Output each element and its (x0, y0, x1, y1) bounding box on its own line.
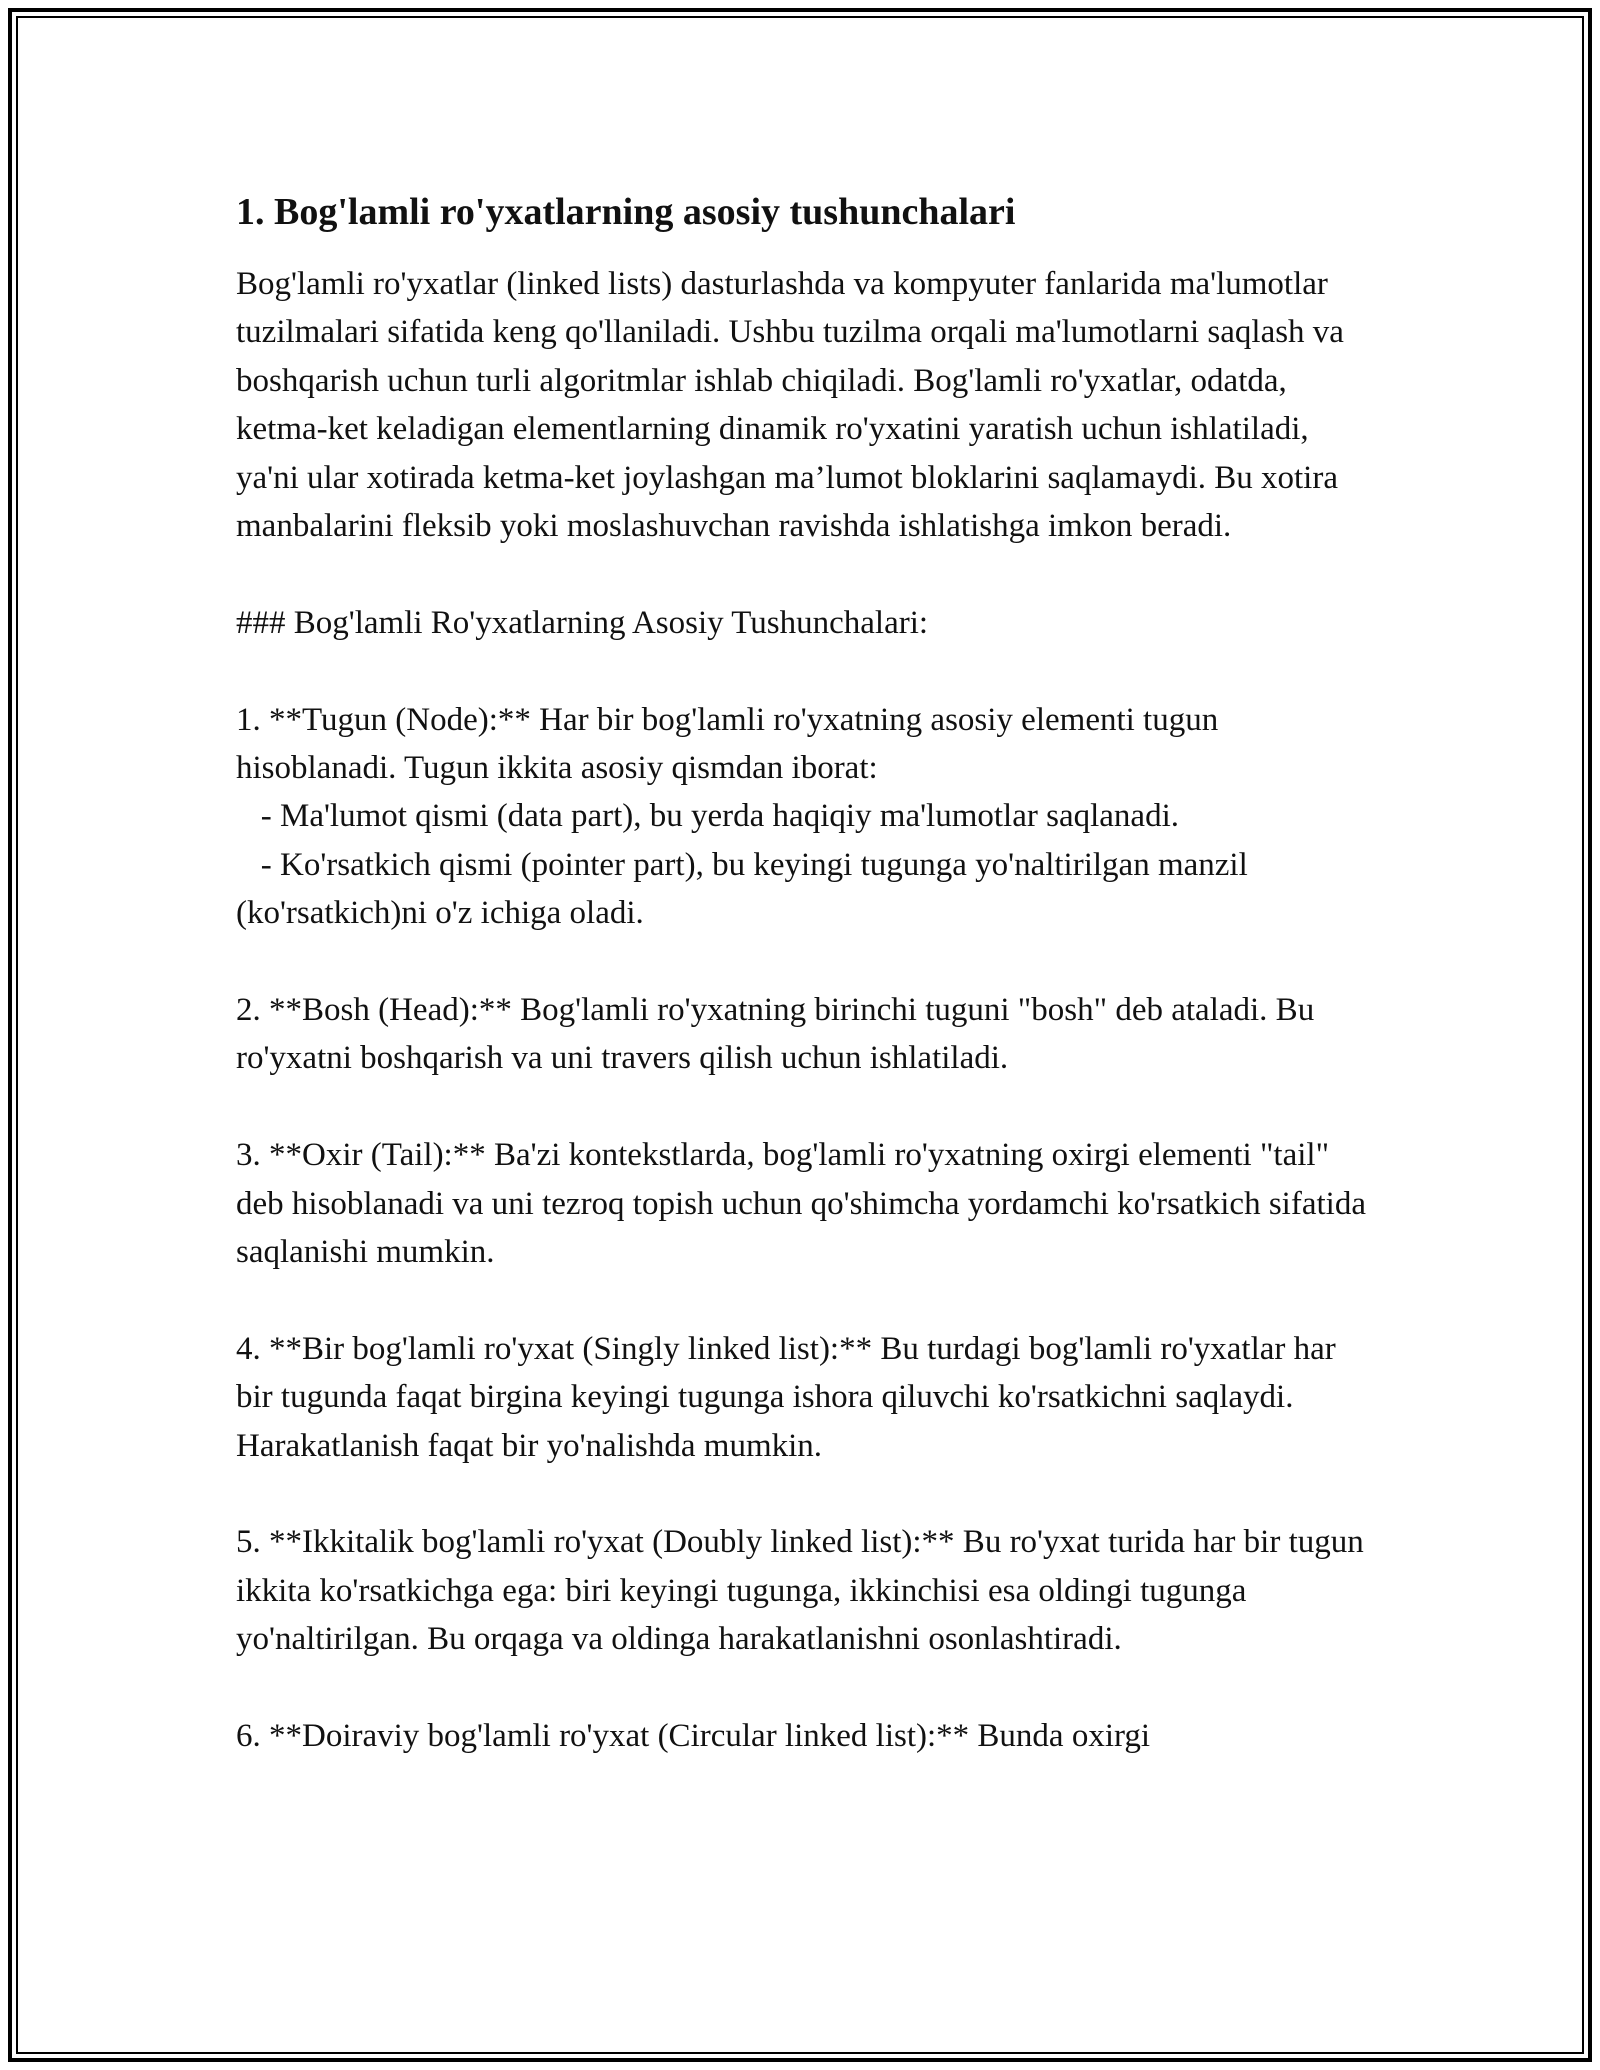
list-subitem-pointer-part: - Ko'rsatkich qismi (pointer part), bu keyingi tugunga yo'naltirilgan manzil (ko'rsatkich)ni o'z ichiga oladi. (236, 846, 1257, 932)
list-item-circular-linked: 6. **Doiraviy bog'lamli ro'yxat (Circular linked list):** Bunda oxirgi (236, 1718, 1151, 1755)
section-heading: ### Bog'lamli Ro'yxatlarning Asosiy Tushunchalari: (236, 604, 929, 641)
document-title: 1. Bog'lamli ro'yxatlarning asosiy tushunchalari (236, 191, 1016, 233)
list-item-doubly-linked: 5. **Ikkitalik bog'lamli ro'yxat (Doubly linked list):** Bu ro'yxat turida har bir tugun ikkita ko'rsatkichga ega: biri keyingi tugunga, ikkinchisi esa oldingi tugunga yo'naltirilgan. Bu orqaga va oldinga harakatlanishni osonlashtiradi. (236, 1524, 1373, 1658)
list-item-head: 2. **Bosh (Head):** Bog'lamli ro'yxatning birinchi tuguni "bosh" deb ataladi. Bu ro'yxatni boshqarish va uni travers qilish uchun ishlatiladi. (236, 992, 1323, 1077)
list-item-singly-linked: 4. **Bir bog'lamli ro'yxat (Singly linked list):** Bu turdagi bog'lamli ro'yxatlar har bir tugunda faqat birgina keyingi tugunga ishora qiluvchi ko'rsatkichni saqlaydi. Harakatlanish faqat bir yo'nalishda mumkin. (236, 1330, 1345, 1464)
list-item-node: 1. **Tugun (Node):** Har bir bog'lamli ro'yxatning asosiy elementi tugun hisoblanadi. Tugun ikkita asosiy qismdan iborat: (236, 701, 1227, 787)
list-subitem-data-part: - Ma'lumot qismi (data part), bu yerda haqiqiy ma'lumotlar saqlanadi. (236, 798, 1179, 835)
intro-paragraph: Bog'lamli ro'yxatlar (linked lists) dasturlashda va kompyuter fanlarida ma'lumotlar tuzilmalari sifatida keng qo'llaniladi. Ushbu tuzilma orqali ma'lumotlarni saqlash va boshqarish uchun turli algoritmlar ishlab chiqiladi. Bog'lamli ro'yxatlar, odatda, ketma-ket keladigan elementlarning dinamik ro'yxatini yaratish uchun ishlatiladi, ya'ni ular xotirada ketma-ket joylashgan ma’lumot bloklarini saqlamaydi. Bu xotira manbalarini fleksib yoki moslashuvchan ravishda ishlatishga imkon beradi. (236, 266, 1353, 545)
list-item-tail: 3. **Oxir (Tail):** Ba'zi kontekstlarda, bog'lamli ro'yxatning oxirgi elementi "tail" deb hisoblanadi va uni tezroq topish uchun qo'shimcha yordamchi ko'rsatkich sifatida saqlanishi mumkin. (236, 1137, 1375, 1271)
document-body (236, 186, 1375, 1760)
